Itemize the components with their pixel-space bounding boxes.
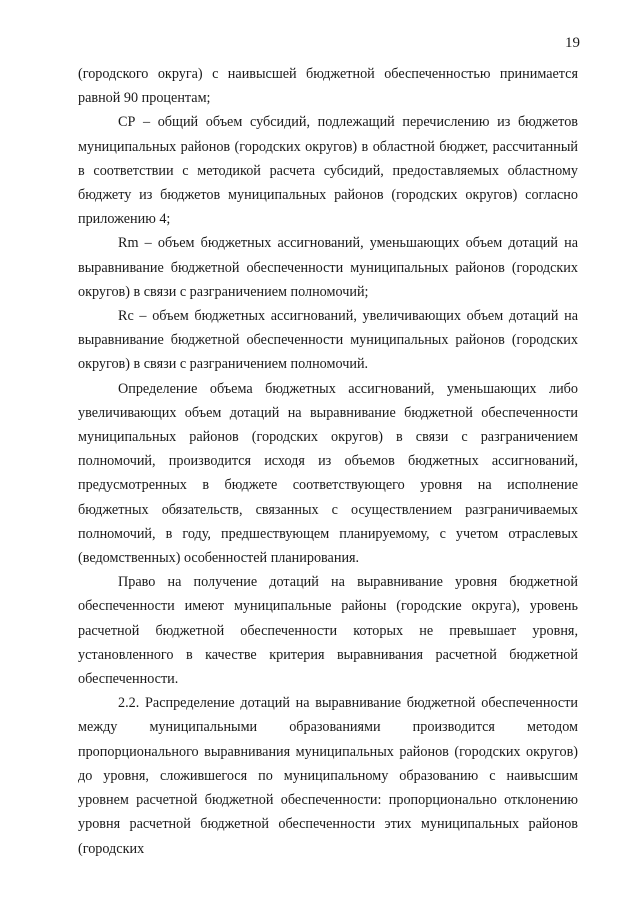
page-number: 19	[565, 35, 580, 51]
paragraph-rm-definition: Rm – объем бюджетных ассигнований, уменьшающих объем дотаций на выравнивание бюджетной обеспеченности муниципальных районов (городских округов) в связи с разграничением полномочий;	[78, 235, 578, 300]
paragraph-section-2-2: 2.2. Распределение дотаций на выравнивание бюджетной обеспеченности между муниципальными образованиями производится методом пропорционального выравнивания муниципальных районов (городских округов) до уровня, сложившегося по муниципальному образованию с наивысшим уровнем расчетной бюджетной обеспеченности: пропорционально отклонению уровня расчетной бюджетной обеспеченности этих муниципальных районов (городских	[78, 695, 578, 857]
paragraph-right-to-subsidy: Право на получение дотаций на выравнивание уровня бюджетной обеспеченности имеют муниципальные районы (городские округа), уровень расчетной бюджетной обеспеченности которых не превышает уровня, установленного в качестве критерия выравнивания расчетной бюджетной обеспеченности.	[78, 574, 578, 688]
paragraph-cp-definition: СР – общий объем субсидий, подлежащий перечислению из бюджетов муниципальных районов (городских округов) в областной бюджет, рассчитанный в соответствии с методикой расчета субсидий, предоставляемых областному бюджету из бюджетов муниципальных районов (городских округов) согласно приложению 4;	[78, 114, 578, 228]
paragraph-rc-definition: Rc – объем бюджетных ассигнований, увеличивающих объем дотаций на выравнивание бюджетной обеспеченности муниципальных районов (городских округов) в связи с разграничением полномочий.	[78, 308, 578, 373]
paragraph-continuation: (городского округа) с наивысшей бюджетной обеспеченностью принимается равной 90 процентам;	[78, 66, 578, 107]
paragraph-allocation-determination: Определение объема бюджетных ассигнований, уменьшающих либо увеличивающих объем дотаций на выравнивание бюджетной обеспеченности муниципальных районов (городских округов) в связи с разграничением полномочий, производится исходя из объемов бюджетных ассигнований, предусмотренных в бюджете соответствующего уровня на исполнение бюджетных обязательств, связанных с осуществлением разграничиваемых полномочий, в году, предшествующем планируемому, с учетом отраслевых (ведомственных) особенностей планирования.	[78, 380, 578, 567]
document-body	[78, 62, 578, 861]
